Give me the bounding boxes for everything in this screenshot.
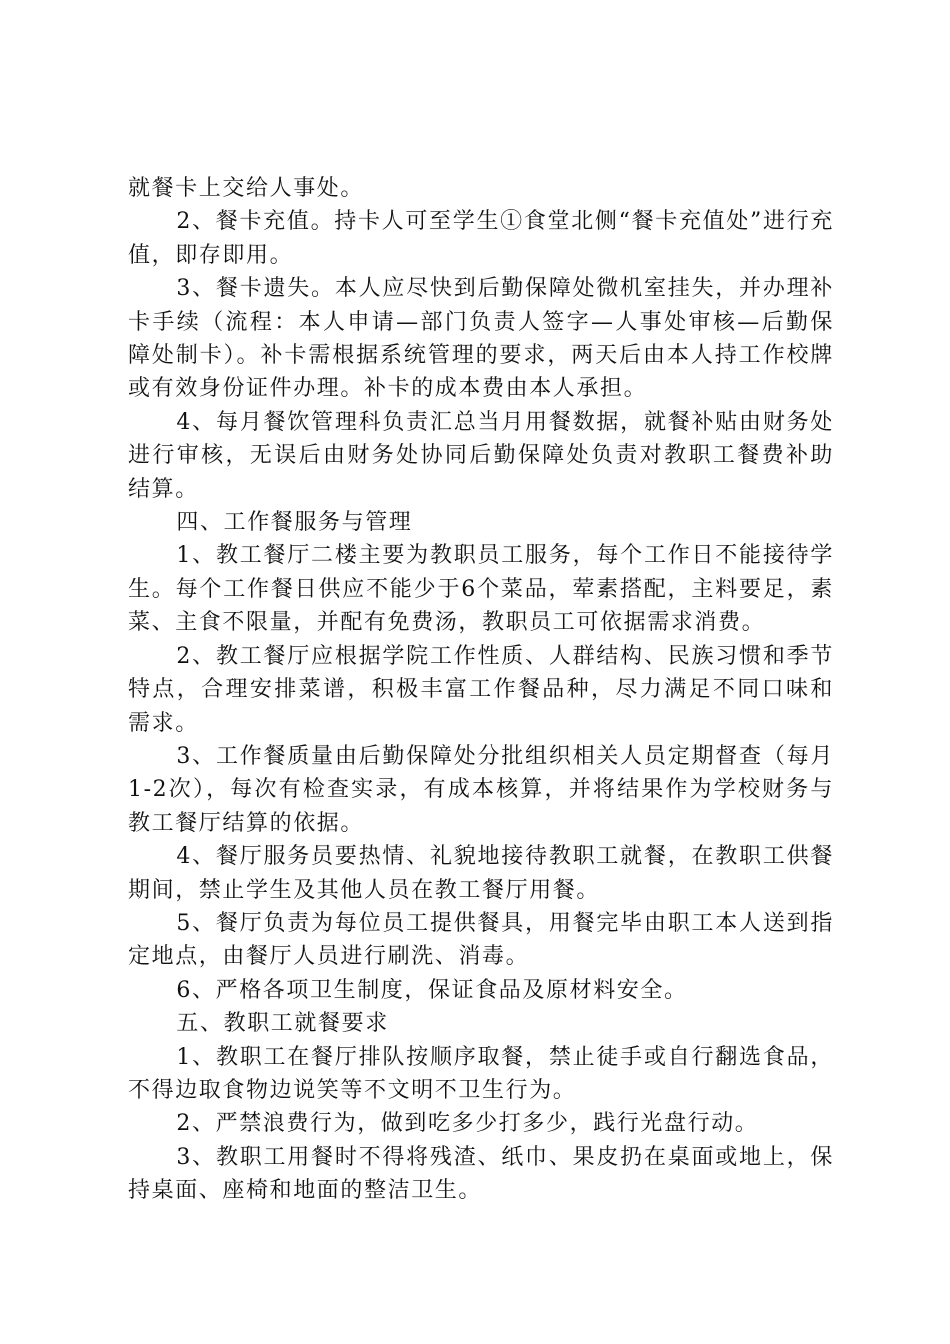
paragraph-queue: 1、教职工在餐厅排队按顺序取餐，禁止徒手或自行翻选食品，不得边取食物边说笑等不文明不卫生行为。 bbox=[128, 1044, 834, 1103]
paragraph-cleanliness: 3、教职工用餐时不得将残渣、纸巾、果皮扔在桌面或地上，保持桌面、座椅和地面的整洁卫生。 bbox=[128, 1144, 834, 1204]
paragraph-no-waste: 2、严禁浪费行为，做到吃多少打多少，践行光盘行动。 bbox=[176, 1111, 759, 1137]
paragraph-service-staff: 4、餐厅服务员要热情、礼貌地接待教职工就餐，在教职工供餐期间，禁止学生及其他人员在教工餐厅用餐。 bbox=[128, 844, 834, 903]
section-heading-dining-requirements: 五、教职工就餐要求 bbox=[176, 1011, 389, 1037]
section-heading-work-meal: 四、工作餐服务与管理 bbox=[176, 510, 413, 536]
document-body bbox=[128, 172, 834, 1208]
paragraph-card-recharge: 2、餐卡充值。持卡人可至学生①食堂北侧“餐卡充值处”进行充值，即存即用。 bbox=[128, 209, 834, 268]
paragraph-quality-inspection: 3、工作餐质量由后勤保障处分批组织相关人员定期督查（每月1-2次），每次有检查实录，有成本核算，并将结果作为学校财务与教工餐厅结算的依据。 bbox=[128, 743, 834, 836]
paragraph-card-loss: 3、餐卡遗失。本人应尽快到后勤保障处微机室挂失，并办理补卡手续（流程：本人申请—部门负责人签字—人事处审核—后勤保障处制卡）。补卡需根据系统管理的要求，两天后由本人持工作校牌或有效身份证件办理。补卡的成本费由本人承担。 bbox=[128, 276, 834, 402]
paragraph-staff-canteen: 1、教工餐厅二楼主要为教职员工服务，每个工作日不能接待学生。每个工作餐日供应不能少于6个菜品，荤素搭配，主料要足，素菜、主食不限量，并配有免费汤，教职员工可依据需求消费。 bbox=[128, 543, 834, 636]
paragraph-continuation: 就餐卡上交给人事处。 bbox=[128, 176, 365, 201]
paragraph-tableware: 5、餐厅负责为每位员工提供餐具，用餐完毕由职工本人送到指定地点，由餐厅人员进行刷洗、消毒。 bbox=[128, 910, 834, 970]
paragraph-monthly-settlement: 4、每月餐饮管理科负责汇总当月用餐数据，就餐补贴由财务处进行审核，无误后由财务处协同后勤保障处负责对教职工餐费补助结算。 bbox=[128, 409, 834, 502]
paragraph-menu-planning: 2、教工餐厅应根据学院工作性质、人群结构、民族习惯和季节特点，合理安排菜谱，积极丰富工作餐品种，尽力满足不同口味和需求。 bbox=[128, 643, 834, 736]
paragraph-hygiene: 6、严格各项卫生制度，保证食品及原材料安全。 bbox=[176, 977, 688, 1003]
